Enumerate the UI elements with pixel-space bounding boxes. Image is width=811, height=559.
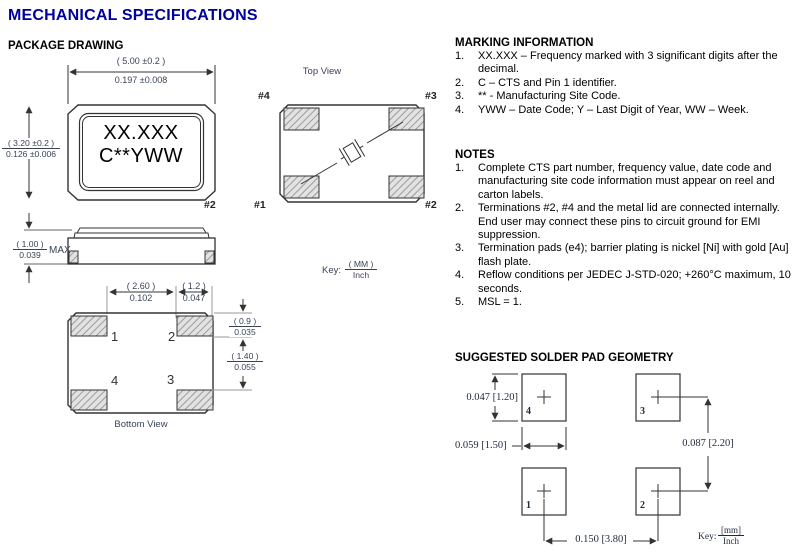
solder-pad4-number: 4 <box>526 406 531 417</box>
list-item: 1. XX.XXX – Frequency marked with 3 significant digits after the decimal. <box>455 50 781 76</box>
solder-pad2-number: 2 <box>640 500 645 511</box>
bottomview-pin2: 2 <box>168 329 176 344</box>
side-max-label: MAX <box>49 245 71 256</box>
topview-pin4: #4 <box>258 90 270 102</box>
solder-key-label: Key: <box>698 532 717 542</box>
front-height-dim: $\frac{( 3.20 \pm 0.2 )}{0.126 \pm 0.006}$ <box>2 138 60 159</box>
notes-section <box>455 149 807 309</box>
list-item: 2. Terminations #2, #4 and the metal lid are connected internally. End user may connect these pins to circuit ground for EMI suppression. <box>455 202 786 242</box>
topview-pin2: #2 <box>425 199 437 211</box>
solder-vertical-pitch-dim: 0.087 [2.20] <box>679 438 737 449</box>
part-marking: XX.XXX C**YWW <box>98 122 184 167</box>
marking-information-list <box>455 50 807 117</box>
side-height-dim: $\frac{( 1.00 )}{0.039}$ <box>13 239 47 260</box>
list-item: 1. Complete CTS part number, frequency value, date code and manufacturing site code information must appear on reel and carton labels. <box>455 162 778 201</box>
solder-pad1-number: 1 <box>526 500 531 511</box>
solder-horizontal-pitch-dim: 0.150 [3.80] <box>570 534 632 545</box>
package-drawing-heading: PACKAGE DRAWING <box>8 40 124 52</box>
notes-heading: NOTES <box>455 149 495 161</box>
bottom-dim1-in: 0.102 <box>129 293 153 303</box>
bottomview-pin3: 3 <box>167 372 175 387</box>
front-pin2-label: #2 <box>204 199 216 211</box>
list-item: 3. Termination pads (e4); barrier plating is nickel [Ni] with gold [Au] flash plate. <box>455 242 792 268</box>
list-item: 2. C – CTS and Pin 1 identifier. <box>455 76 617 89</box>
front-width-mm: ( 5.00 ±0.2 ) <box>116 56 166 66</box>
key-units: ( MM ) Inch <box>345 259 377 280</box>
marking-information-heading: MARKING INFORMATION <box>455 37 594 49</box>
bottomview-pin1: 1 <box>111 329 119 344</box>
bottom-dim3: $\frac{( 0.9 )}{0.035}$ <box>229 316 261 337</box>
solder-pad-width-dim: 0.059 [1.50] <box>455 440 507 451</box>
front-width-in: 0.197 ±0.008 <box>114 75 168 85</box>
topview-pin3: #3 <box>425 90 437 102</box>
top-view-label: Top View <box>302 66 342 77</box>
list-item: 5. MSL = 1. <box>455 296 522 309</box>
key-label: Key: <box>322 265 342 276</box>
bottomview-pin4: 4 <box>111 373 119 388</box>
topview-pin1: #1 <box>254 199 266 211</box>
bottom-dim2-in: 0.047 <box>182 293 206 303</box>
bottom-view-label: Bottom View <box>114 419 168 430</box>
solder-pad-height-dim: 0.047 [1.20] <box>462 392 518 403</box>
crystal-icon <box>336 137 369 167</box>
list-item: 4. Reflow conditions per JEDEC J-STD-020; +260°C maximum, 10 seconds. <box>455 269 794 295</box>
page-title: MECHANICAL SPECIFICATIONS <box>8 7 258 24</box>
notes-list <box>455 162 807 309</box>
list-item: 4. YWW – Date Code; Y – Last Digit of Year, WW – Week. <box>455 103 749 116</box>
marking-information-section <box>455 37 807 117</box>
bottom-dim1-mm: ( 2.60 ) <box>126 281 156 291</box>
bottom-dim2-mm: ( 1.2 ) <box>182 281 206 291</box>
solder-pad3-number: 3 <box>640 406 645 417</box>
bottom-dim4: $\frac{( 1.40 )}{0.055}$ <box>227 351 263 372</box>
solder-key-units: [mm] Inch <box>718 525 744 547</box>
solder-pad-heading: SUGGESTED SOLDER PAD GEOMETRY <box>455 352 674 364</box>
list-item: 3. ** - Manufacturing Site Code. <box>455 90 621 103</box>
